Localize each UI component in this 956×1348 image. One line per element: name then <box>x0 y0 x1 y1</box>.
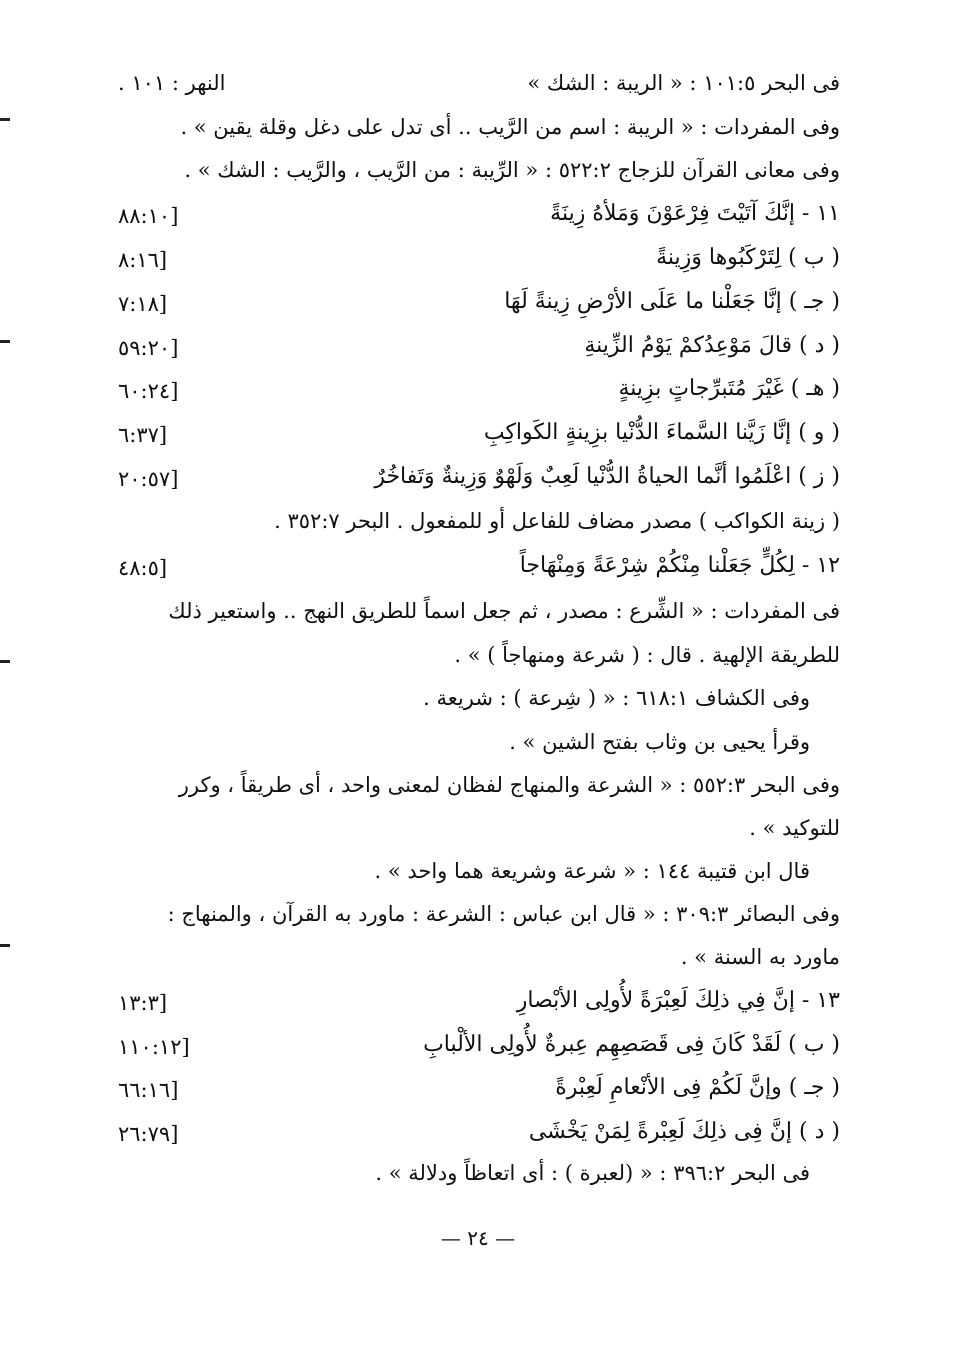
margin-mark <box>0 118 10 121</box>
verse-reference: [٢٦:٧٩ <box>118 1122 179 1146</box>
verse-line: ( د ) إنَّ فِى ذلِكَ لَعِبْرةً لِمَنْ يَخْشَى <box>528 1119 840 1144</box>
margin-mark <box>0 944 10 947</box>
margin-mark <box>0 340 10 343</box>
paragraph-line: قال ابن قتيبة ١٤٤ : « شرعة وشريعة هما واحد » . <box>374 859 810 883</box>
paragraph-line: فى المفردات : « الشِّرع : مصدر ، ثم جعل اسماً للطريق النهج .. واستعير ذلك <box>168 599 840 623</box>
note-line: ( زينة الكواكب ) مصدر مضاف للفاعل أو للمفعول . البحر ٣٥٢:٧ . <box>274 509 840 533</box>
paragraph-line: للتوكيد » . <box>749 816 840 840</box>
verse-line: ( و ) إنَّا زَيَّنا السَّماءَ الدُّنْيا بزِينةٍ الكَواكِبِ <box>483 420 840 445</box>
verse-reference: [٢٠:٥٧ <box>118 467 179 491</box>
verse-reference: [٦٦:١٦ <box>118 1078 179 1102</box>
note-line: فى البحر ٣٩٦:٢ : « (لعبرة ) : أى اتعاظاً ودلالة » . <box>375 1161 810 1185</box>
verse-line: ( ب ) لَقَدْ كَانَ فِى قَصَصِهِم عِبرةٌ لأُولِى الألْبابِ <box>423 1032 840 1057</box>
verse-reference: [٨٨:١٠ <box>118 204 179 228</box>
verse-reference: [٦:٣٧ <box>118 423 168 447</box>
verse-line: ١٢ - لِكُلٍّ جَعَلْنا مِنْكُمْ شِرْعَةً وَمِنْهَاجاً <box>519 553 840 578</box>
verse-line: ( جـ ) إنَّا جَعَلْنا ما عَلَى الأرْضِ زِينةً لَهَا <box>504 289 840 314</box>
verse-line: ( جـ ) وإنَّ لَكُمْ فِى الأنْعامِ لَعِبْرةً <box>555 1075 840 1100</box>
paragraph-line: وقرأ يحيى بن وثاب بفتح الشين » . <box>509 730 810 754</box>
paragraph-line: ماورد به السنة » . <box>680 945 840 969</box>
paragraph-line: وفى البصائر ٣٠٩:٣ : « قال ابن عباس : الشرعة : ماورد به القرآن ، والمنهاج : <box>167 902 840 926</box>
header-left: النهر : ١٠١ . <box>118 71 226 95</box>
verse-line: ( هـ ) غَيْرَ مُتَبرِّجاتٍ بزِينةٍ <box>618 376 840 401</box>
verse-reference: [٧:١٨ <box>118 292 168 316</box>
paragraph-line: وفى المفردات : « الريبة : اسم من الرَّيب .. أى تدل على دغل وقلة يقين » . <box>180 115 840 139</box>
verse-reference: [١١٠:١٢ <box>118 1035 190 1059</box>
verse-line: ١٣ - إنَّ فِي ذلِكَ لَعِبْرَةً لأُولِى الأبْصارِ <box>516 988 840 1013</box>
verse-line: ( د ) قالَ مَوْعِدُكمْ يَوْمُ الزِّينةِ <box>584 333 840 358</box>
paragraph-line: وفى البحر ٥٥٢:٣ : « الشرعة والمنهاج لفظان لمعنى واحد ، أى طريقاً ، وكرر <box>178 773 840 797</box>
header-right: فى البحر ١٠١:٥ : « الريبة : الشك » <box>527 71 840 95</box>
margin-mark <box>0 660 10 663</box>
verse-line: ( ب ) لِتَرْكَبُوها وَزِينةً <box>656 245 840 270</box>
paragraph-line: وفى معانى القرآن للزجاج ٥٢٢:٢ : « الرِّيبة : من الرَّيب ، والرَّيب : الشك » . <box>184 158 840 182</box>
paragraph-line: للطريقة الإلهية . قال : ( شرعة ومنهاجاً ) » . <box>454 643 840 667</box>
verse-line: ( ز ) اعْلَمُوا أنَّما الحياةُ الدُّنْيا لَعِبٌ وَلَهْوٌ وَزِينةٌ وَتَفاخُرٌ <box>374 464 840 489</box>
paragraph-line: وفى الكشاف ٦١٨:١ : « ( شِرعة ) : شريعة . <box>423 686 810 710</box>
verse-reference: [٨:١٦ <box>118 248 168 272</box>
page-number: — ٢٤ — <box>440 1226 516 1250</box>
verse-reference: [٥٩:٢٠ <box>118 336 179 360</box>
verse-reference: [٤٨:٥ <box>118 556 168 580</box>
verse-line: ١١ - إنَّكَ آتَيْتَ فِرْعَوْنَ وَمَلأهُ زِينَةً <box>550 201 840 226</box>
verse-reference: [٦٠:٢٤ <box>118 379 179 403</box>
verse-reference: [١٣:٣ <box>118 991 168 1015</box>
